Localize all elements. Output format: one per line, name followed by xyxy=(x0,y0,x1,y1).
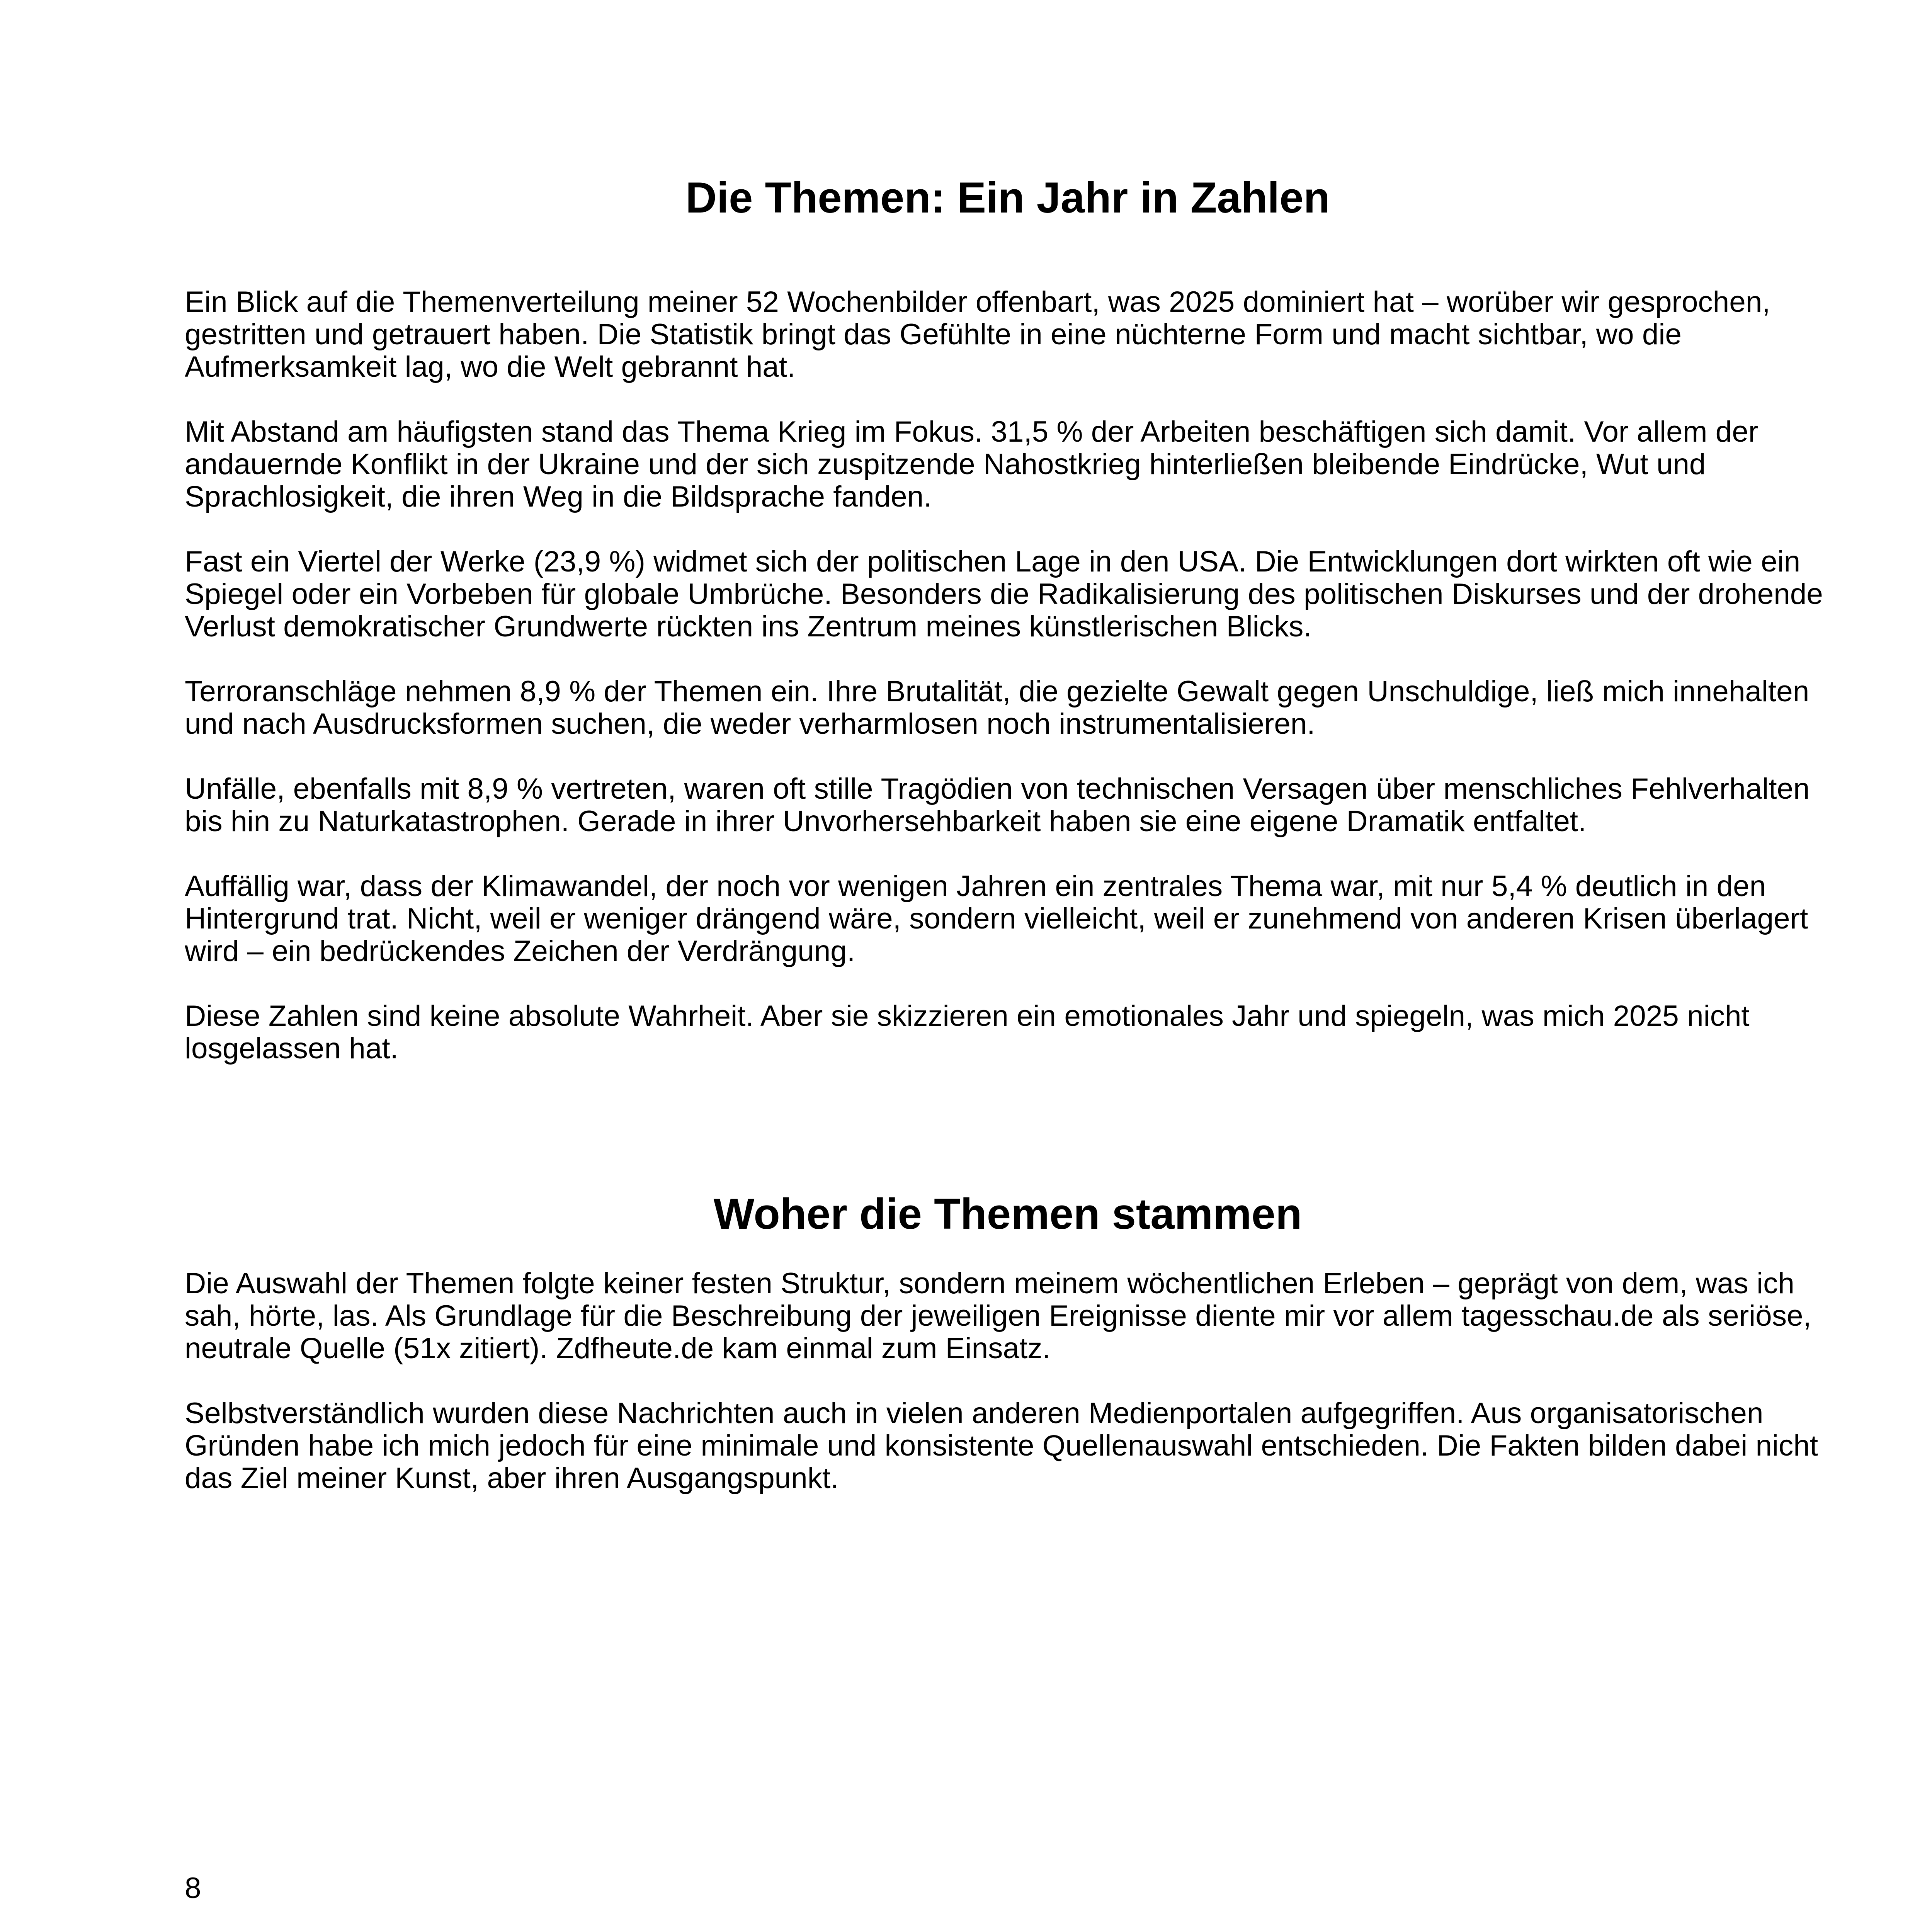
paragraph: Fast ein Viertel der Werke (23,9 %) widmet sich der politischen Lage in den USA. Die Entwicklungen dort wirkten oft wie ein Spiegel oder ein Vorbeben für globale Umbrüche. Besonders die Radikalisierung des politischen Diskurses und der drohende Verlust demokratischer Grundwerte rückten ins Zentrum meines künstlerischen Blicks. xyxy=(185,545,1823,643)
paragraph: Selbstverständlich wurden diese Nachrichten auch in vielen anderen Medienportalen aufgegriffen. Aus organisatorischen Gründen habe ich mich jedoch für eine minimale und konsistente Quellenauswahl entschieden. Die Fakten bilden dabei nicht das Ziel meiner Kunst, aber ihren Ausgangspunkt. xyxy=(185,1397,1818,1495)
section-title-themen: Die Themen: Ein Jahr in Zahlen xyxy=(685,173,1330,222)
page-number: 8 xyxy=(185,1872,201,1905)
paragraph: Unfälle, ebenfalls mit 8,9 % vertreten, waren oft stille Tragödien von technischen Versagen über menschliches Fehlverhalten bis hin zu Naturkatastrophen. Gerade in ihrer Unvorhersehbarkeit haben sie eine eigene Dramatik entfaltet. xyxy=(185,772,1810,838)
document-page xyxy=(185,0,1831,1932)
paragraph: Mit Abstand am häufigsten stand das Thema Krieg im Fokus. 31,5 % der Arbeiten beschäftigen sich damit. Vor allem der andauernde Konflikt in der Ukraine und der sich zuspitzende Nahostkrieg hinterließen bleibende Eindrücke, Wut und Sprachlosigkeit, die ihren Weg in die Bildsprache fanden. xyxy=(185,415,1759,513)
paragraph: Diese Zahlen sind keine absolute Wahrheit. Aber sie skizzieren ein emotionales Jahr und spiegeln, was mich 2025 nicht losgelassen hat. xyxy=(185,1000,1750,1065)
section-title-quellen: Woher die Themen stammen xyxy=(713,1190,1302,1238)
paragraph: Die Auswahl der Themen folgte keiner festen Struktur, sondern meinem wöchentlichen Erleben – geprägt von dem, was ich sah, hörte, las. Als Grundlage für die Beschreibung der jeweiligen Ereignisse diente mir vor allem tagesschau.de als seriöse, neutrale Quelle (51x zitiert). Zdfheute.de kam einmal zum Einsatz. xyxy=(185,1267,1811,1365)
section-body-quellen xyxy=(185,1267,1831,1527)
paragraph: Auffällig war, dass der Klimawandel, der noch vor wenigen Jahren ein zentrales Thema war, mit nur 5,4 % deutlich in den Hintergrund trat. Nicht, weil er weniger drängend wäre, sondern vielleicht, weil er zunehmend von anderen Krisen überlagert wird – ein bedrückendes Zeichen der Verdrängung. xyxy=(185,870,1808,968)
paragraph: Ein Blick auf die Themenverteilung meiner 52 Wochenbilder offenbart, was 2025 dominiert hat – worüber wir gesprochen, gestritten und getrauert haben. Die Statistik bringt das Gefühlte in eine nüchterne Form und macht sichtbar, wo die Aufmerksamkeit lag, wo die Welt gebrannt hat. xyxy=(185,286,1770,383)
paragraph: Terroranschläge nehmen 8,9 % der Themen ein. Ihre Brutalität, die gezielte Gewalt gegen Unschuldige, ließ mich innehalten und nach Ausdrucksformen suchen, die weder verharmlosen noch instrumentalisieren. xyxy=(185,675,1810,740)
section-body-themen xyxy=(185,286,1831,1097)
